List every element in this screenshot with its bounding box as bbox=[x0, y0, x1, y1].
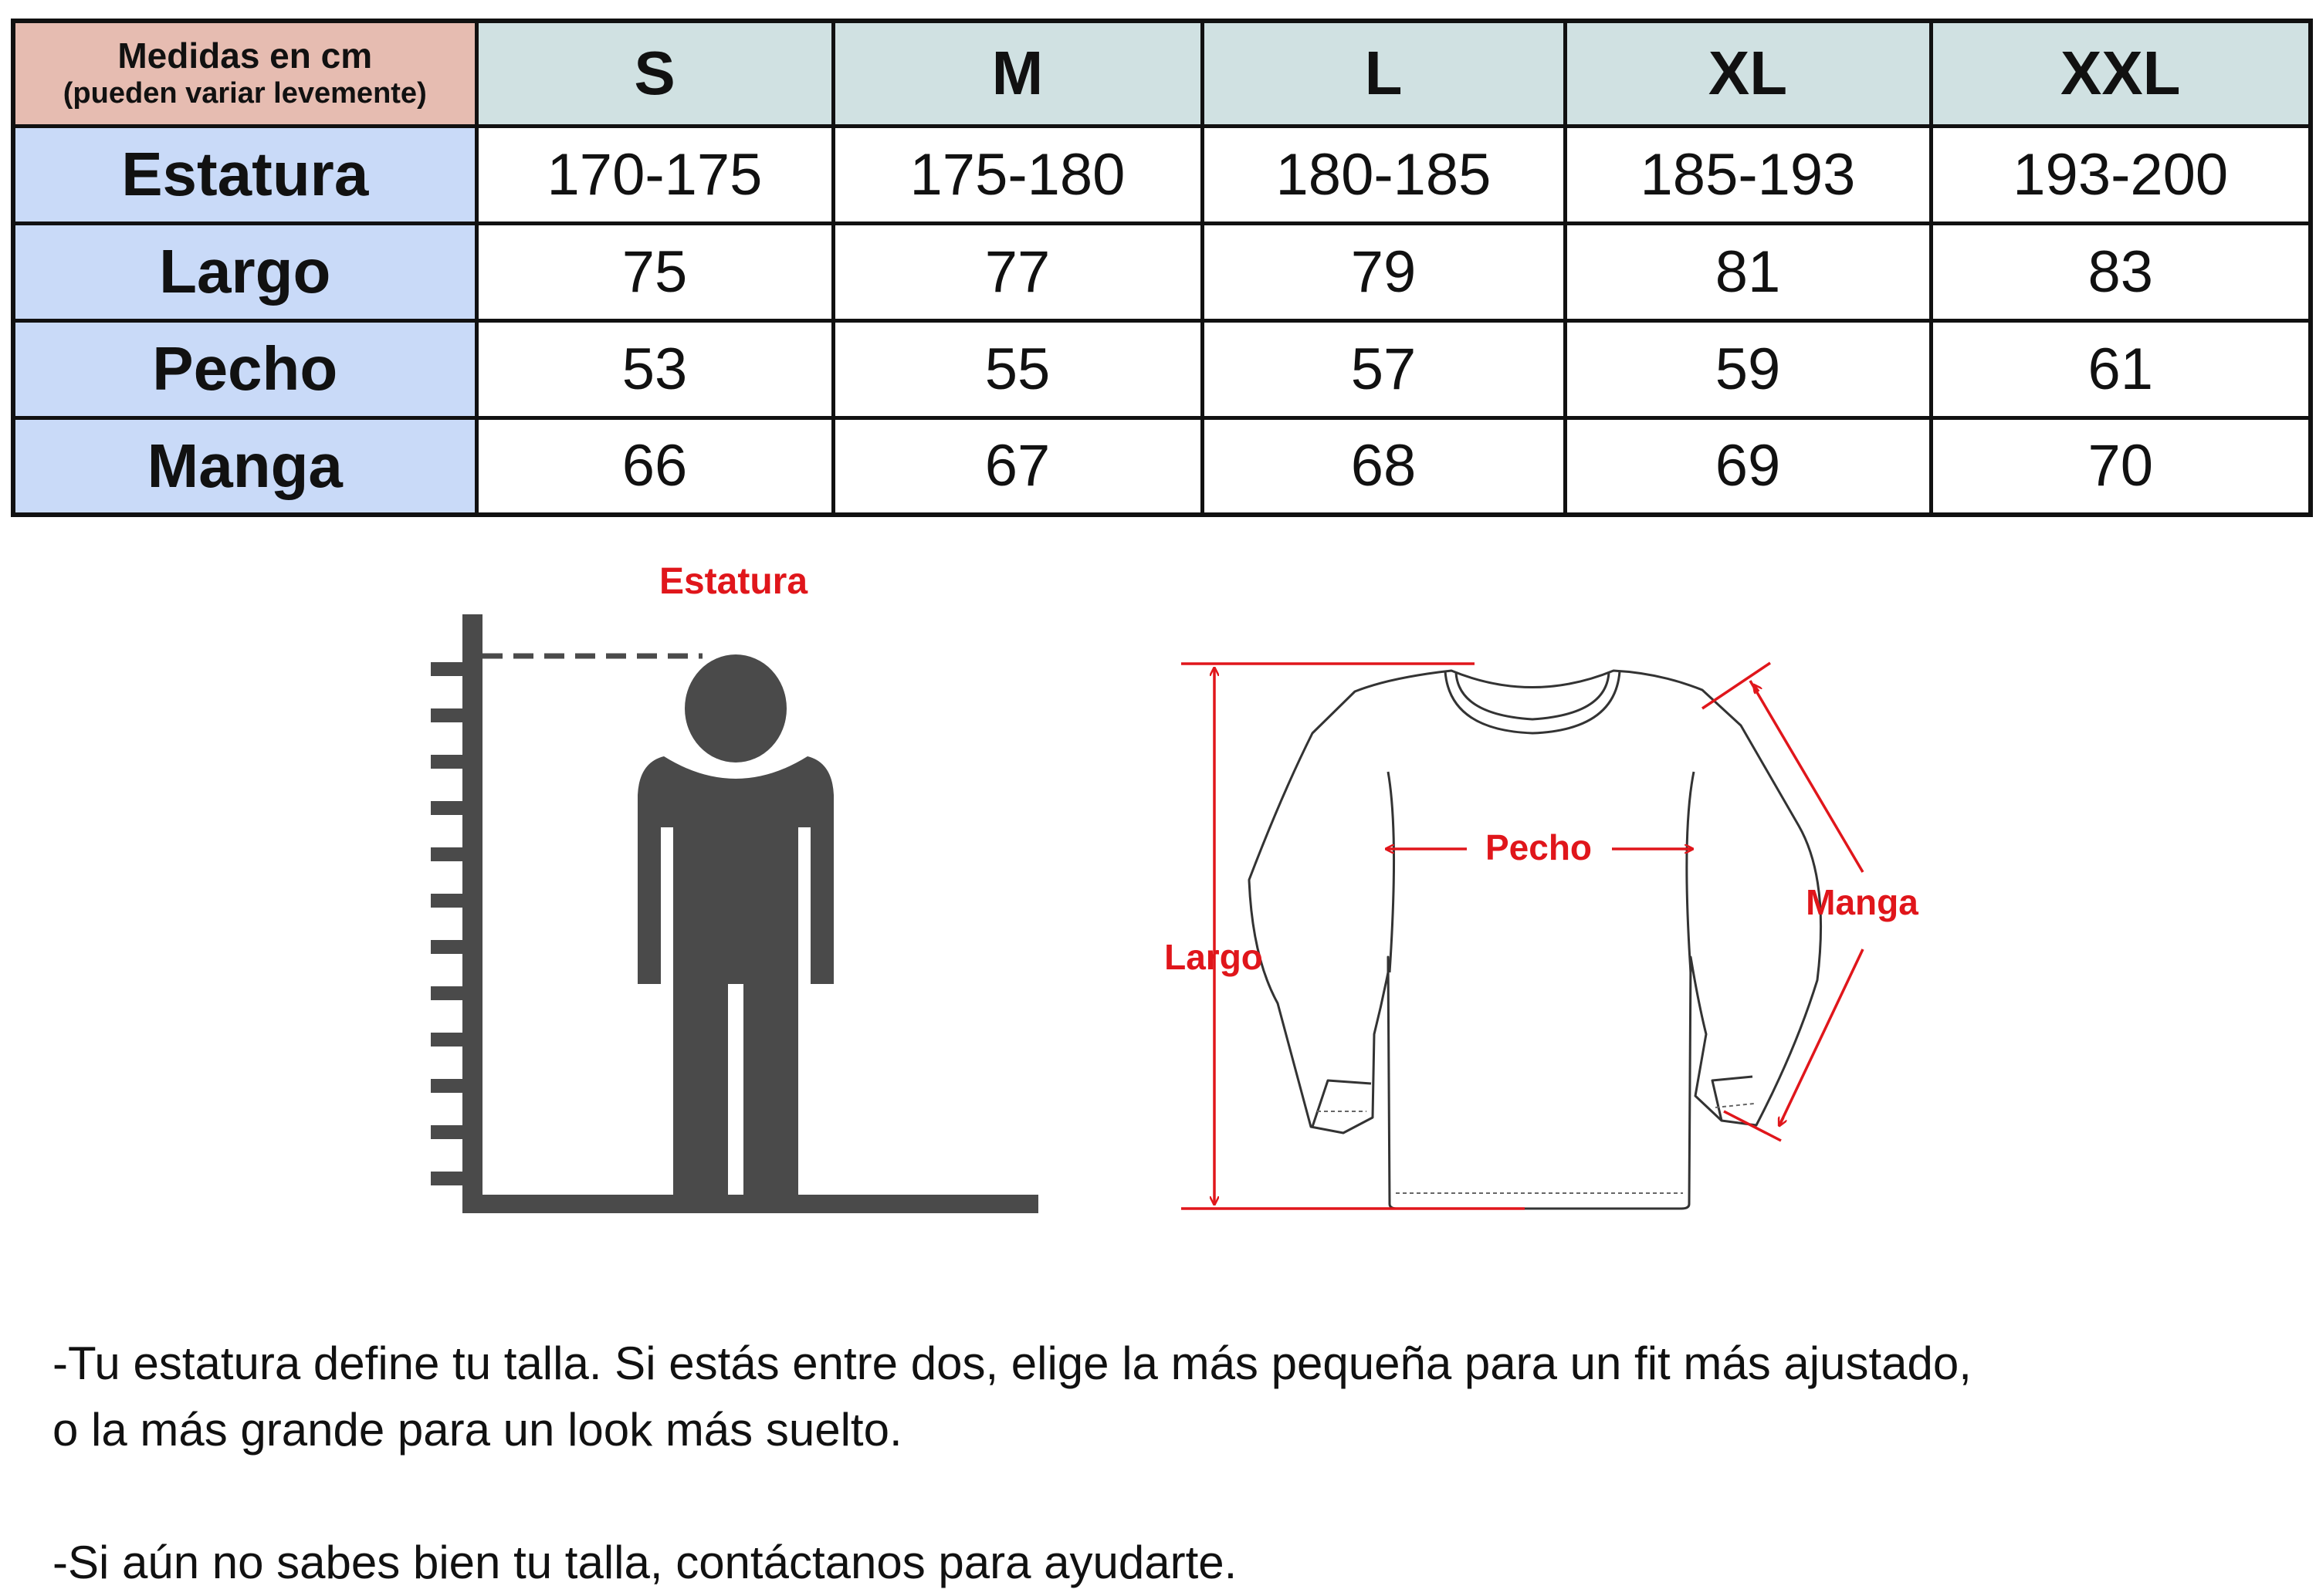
size-header-l: L bbox=[1202, 21, 1565, 126]
row-label-manga: Manga bbox=[13, 418, 476, 515]
row-label-estatura: Estatura bbox=[13, 126, 476, 223]
table-cell: 77 bbox=[833, 223, 1202, 320]
table-cell: 68 bbox=[1202, 418, 1565, 515]
table-cell: 185-193 bbox=[1565, 126, 1931, 223]
height-label: Estatura bbox=[659, 561, 808, 602]
units-title: Medidas en cm bbox=[117, 36, 373, 76]
table-cell: 175-180 bbox=[833, 126, 1202, 223]
table-row-estatura bbox=[13, 126, 2311, 223]
table-row-pecho bbox=[13, 320, 2311, 418]
diagrams-svg bbox=[0, 540, 2316, 1235]
size-header-m: M bbox=[833, 21, 1202, 126]
long-sleeve-shirt-icon bbox=[1249, 671, 1821, 1209]
size-header-row bbox=[13, 21, 2311, 126]
measurement-diagrams bbox=[0, 540, 2316, 1235]
person-icon bbox=[638, 654, 834, 1195]
table-cell: 70 bbox=[1931, 418, 2311, 515]
table-cell: 81 bbox=[1565, 223, 1931, 320]
table-cell: 180-185 bbox=[1202, 126, 1565, 223]
row-label-pecho: Pecho bbox=[13, 320, 476, 418]
shirt-figure bbox=[1164, 663, 1918, 1209]
ruler-ticks bbox=[431, 662, 463, 1185]
table-cell: 67 bbox=[833, 418, 1202, 515]
row-label-largo: Largo bbox=[13, 223, 476, 320]
note-contact: -Si aún no sabes bien tu talla, contáctanos para ayudarte. bbox=[52, 1537, 1238, 1588]
table-cell: 83 bbox=[1931, 223, 2311, 320]
note-height-advice bbox=[52, 1331, 2291, 1463]
note-line-1: -Tu estatura define tu talla. Si estás entre dos, elige la más pequeña para un fit más ajustado, bbox=[52, 1337, 1972, 1389]
table-cell: 75 bbox=[476, 223, 833, 320]
length-label: Largo bbox=[1164, 937, 1263, 977]
table-row-largo bbox=[13, 223, 2311, 320]
table-cell: 193-200 bbox=[1931, 126, 2311, 223]
table-cell: 170-175 bbox=[476, 126, 833, 223]
table-cell: 66 bbox=[476, 418, 833, 515]
size-notes bbox=[52, 1331, 2291, 1596]
height-figure bbox=[431, 561, 1038, 1213]
floor-line bbox=[462, 1195, 1038, 1213]
units-corner-cell bbox=[13, 21, 476, 126]
size-header-s: S bbox=[476, 21, 833, 126]
table-cell: 57 bbox=[1202, 320, 1565, 418]
size-header-xl: XL bbox=[1565, 21, 1931, 126]
size-header-xxl: XXL bbox=[1931, 21, 2311, 126]
table-cell: 55 bbox=[833, 320, 1202, 418]
chest-label: Pecho bbox=[1485, 827, 1593, 867]
table-cell: 61 bbox=[1931, 320, 2311, 418]
size-chart-table bbox=[11, 19, 2313, 517]
table-cell: 59 bbox=[1565, 320, 1931, 418]
sleeve-label: Manga bbox=[1806, 882, 1918, 922]
units-subtitle: (pueden variar levemente) bbox=[63, 77, 427, 110]
ruler-bar bbox=[462, 614, 482, 1213]
table-cell: 69 bbox=[1565, 418, 1931, 515]
table-cell: 79 bbox=[1202, 223, 1565, 320]
table-cell: 53 bbox=[476, 320, 833, 418]
table-row-manga bbox=[13, 418, 2311, 515]
note-line-2: o la más grande para un look más suelto. bbox=[52, 1404, 902, 1456]
